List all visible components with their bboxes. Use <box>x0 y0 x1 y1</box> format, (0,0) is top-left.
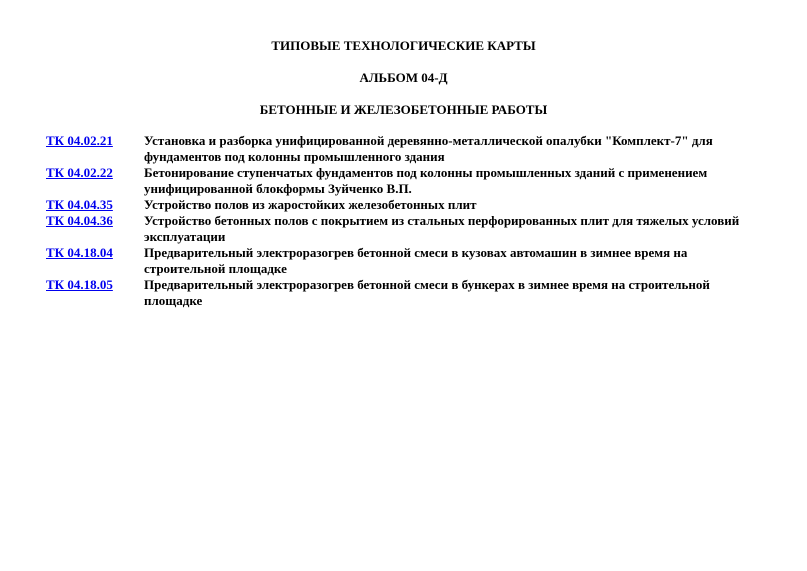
list-item <box>46 213 766 245</box>
entry-title: Предварительный электроразогрев бетонной смеси в бункерах в зимнее время на строительной площадке <box>144 277 710 308</box>
entry-title: Бетонирование ступенчатых фундаментов под колонны промышленных зданий с применением унифицированной блокформы Зуйченко В.П. <box>144 165 708 196</box>
entry-title: Предварительный электроразогрев бетонной смеси в кузовах автомашин в зимнее время на строительной площадке <box>144 245 688 276</box>
code-link-tk-04-18-04[interactable]: ТК 04.18.04 <box>46 245 113 260</box>
code-link-tk-04-18-05[interactable]: ТК 04.18.05 <box>46 277 113 292</box>
code-link-tk-04-02-21[interactable]: ТК 04.02.21 <box>46 133 113 148</box>
document-title: ТИПОВЫЕ ТЕХНОЛОГИЧЕСКИЕ КАРТЫ <box>271 38 536 53</box>
entry-title: Установка и разборка унифицированной деревянно-металлической опалубки "Комплект-7" для фундаментов под колонны промышленного здания <box>144 133 713 164</box>
code-link-tk-04-02-22[interactable]: ТК 04.02.22 <box>46 165 113 180</box>
entry-title: Устройство бетонных полов с покрытием из стальных перфорированных плит для тяжелых условий эксплуатации <box>144 213 740 244</box>
album-title: АЛЬБОМ 04-Д <box>359 70 448 85</box>
list-item <box>46 245 766 277</box>
list-item <box>46 165 766 197</box>
code-link-tk-04-04-36[interactable]: ТК 04.04.36 <box>46 213 113 228</box>
code-link-tk-04-04-35[interactable]: ТК 04.04.35 <box>46 197 113 212</box>
entry-title: Устройство полов из жаростойких железобетонных плит <box>144 197 477 212</box>
section-title: БЕТОННЫЕ И ЖЕЛЕЗОБЕТОННЫЕ РАБОТЫ <box>259 102 548 117</box>
list-item <box>46 277 766 309</box>
contents-list <box>46 133 766 309</box>
list-item <box>46 197 766 213</box>
list-item <box>46 133 766 165</box>
